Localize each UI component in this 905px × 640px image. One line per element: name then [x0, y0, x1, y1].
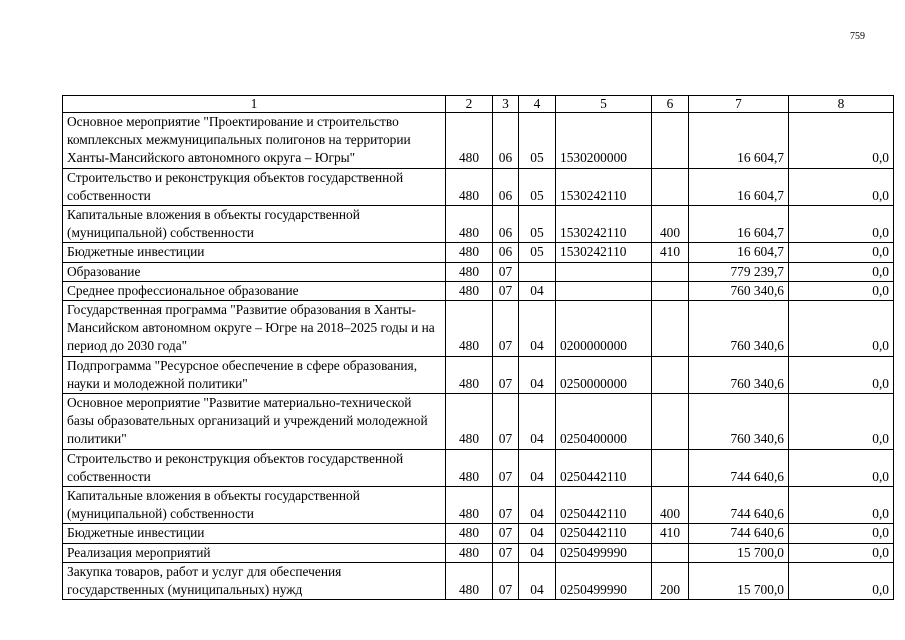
- row-name-cell: Строительство и реконструкция объектов государственной собственности: [63, 168, 446, 205]
- table-row: [63, 243, 894, 262]
- expense-type-cell: [652, 113, 689, 169]
- table-body: [63, 113, 894, 600]
- expense-type-cell: [652, 301, 689, 357]
- amount-cell: 16 604,7: [689, 243, 789, 262]
- expense-type-cell: [652, 168, 689, 205]
- amount-cell: 744 640,6: [689, 487, 789, 524]
- admin-code-cell: 480: [446, 168, 493, 205]
- table-row: [63, 543, 894, 562]
- subsection-code-cell: 05: [519, 168, 556, 205]
- admin-code-cell: 480: [446, 301, 493, 357]
- amount-cell: 15 700,0: [689, 543, 789, 562]
- target-article-cell: 0250499990: [556, 543, 652, 562]
- section-code-cell: 06: [493, 168, 519, 205]
- target-article-cell: [556, 281, 652, 300]
- table-row: [63, 562, 894, 599]
- expense-type-cell: 400: [652, 487, 689, 524]
- row-name-cell: Реализация мероприятий: [63, 543, 446, 562]
- expense-type-cell: [652, 449, 689, 486]
- subsection-code-cell: 04: [519, 543, 556, 562]
- admin-code-cell: 480: [446, 543, 493, 562]
- amount-cell-2: 0,0: [789, 449, 894, 486]
- target-article-cell: 0250442110: [556, 487, 652, 524]
- subsection-code-cell: [519, 262, 556, 281]
- column-header: 8: [789, 96, 894, 113]
- section-code-cell: 07: [493, 524, 519, 543]
- section-code-cell: 07: [493, 301, 519, 357]
- row-name-cell: Образование: [63, 262, 446, 281]
- amount-cell-2: 0,0: [789, 113, 894, 169]
- table-row: [63, 281, 894, 300]
- section-code-cell: 07: [493, 262, 519, 281]
- table-row: [63, 113, 894, 169]
- subsection-code-cell: 05: [519, 243, 556, 262]
- amount-cell-2: 0,0: [789, 394, 894, 450]
- table-row: [63, 356, 894, 393]
- admin-code-cell: 480: [446, 356, 493, 393]
- column-header: 3: [493, 96, 519, 113]
- amount-cell-2: 0,0: [789, 281, 894, 300]
- table-row: [63, 394, 894, 450]
- admin-code-cell: 480: [446, 113, 493, 169]
- row-name-cell: Подпрограмма "Ресурсное обеспечение в сфере образования, науки и молодежной политики": [63, 356, 446, 393]
- expense-type-cell: [652, 262, 689, 281]
- row-name-cell: Бюджетные инвестиции: [63, 524, 446, 543]
- expense-type-cell: 400: [652, 206, 689, 243]
- admin-code-cell: 480: [446, 524, 493, 543]
- column-header: 5: [556, 96, 652, 113]
- subsection-code-cell: 05: [519, 113, 556, 169]
- section-code-cell: 07: [493, 487, 519, 524]
- page-number: 759: [850, 31, 865, 42]
- table-row: [63, 168, 894, 205]
- expense-type-cell: 410: [652, 243, 689, 262]
- table-row: [63, 524, 894, 543]
- table-row: [63, 301, 894, 357]
- subsection-code-cell: 04: [519, 356, 556, 393]
- admin-code-cell: 480: [446, 394, 493, 450]
- row-name-cell: Основное мероприятие "Проектирование и строительство комплексных межмуниципальных полигонов на территории Ханты-Мансийского автономного округа – Югры": [63, 113, 446, 169]
- target-article-cell: 0250499990: [556, 562, 652, 599]
- section-code-cell: 07: [493, 449, 519, 486]
- row-name-cell: Основное мероприятие "Развитие материально-технической базы образовательных организаций и учреждений молодежной политики": [63, 394, 446, 450]
- budget-table: [62, 95, 894, 600]
- section-code-cell: 06: [493, 243, 519, 262]
- section-code-cell: 07: [493, 394, 519, 450]
- target-article-cell: 1530242110: [556, 206, 652, 243]
- subsection-code-cell: 04: [519, 394, 556, 450]
- amount-cell-2: 0,0: [789, 262, 894, 281]
- subsection-code-cell: 04: [519, 449, 556, 486]
- amount-cell-2: 0,0: [789, 524, 894, 543]
- section-code-cell: 06: [493, 206, 519, 243]
- admin-code-cell: 480: [446, 449, 493, 486]
- table-row: [63, 487, 894, 524]
- amount-cell: 15 700,0: [689, 562, 789, 599]
- row-name-cell: Закупка товаров, работ и услуг для обеспечения государственных (муниципальных) нужд: [63, 562, 446, 599]
- amount-cell: 744 640,6: [689, 524, 789, 543]
- amount-cell: 16 604,7: [689, 168, 789, 205]
- target-article-cell: [556, 262, 652, 281]
- subsection-code-cell: 05: [519, 206, 556, 243]
- column-header: 7: [689, 96, 789, 113]
- expense-type-cell: [652, 281, 689, 300]
- subsection-code-cell: 04: [519, 281, 556, 300]
- amount-cell: 760 340,6: [689, 301, 789, 357]
- section-code-cell: 07: [493, 281, 519, 300]
- admin-code-cell: 480: [446, 562, 493, 599]
- column-header: 2: [446, 96, 493, 113]
- target-article-cell: 0250000000: [556, 356, 652, 393]
- amount-cell: 760 340,6: [689, 281, 789, 300]
- amount-cell-2: 0,0: [789, 301, 894, 357]
- target-article-cell: 1530242110: [556, 243, 652, 262]
- expense-type-cell: [652, 394, 689, 450]
- target-article-cell: 0250400000: [556, 394, 652, 450]
- target-article-cell: 0200000000: [556, 301, 652, 357]
- admin-code-cell: 480: [446, 262, 493, 281]
- section-code-cell: 07: [493, 543, 519, 562]
- row-name-cell: Бюджетные инвестиции: [63, 243, 446, 262]
- row-name-cell: Капитальные вложения в объекты государственной (муниципальной) собственности: [63, 487, 446, 524]
- amount-cell: 16 604,7: [689, 113, 789, 169]
- amount-cell: 779 239,7: [689, 262, 789, 281]
- amount-cell-2: 0,0: [789, 356, 894, 393]
- column-header: 1: [63, 96, 446, 113]
- subsection-code-cell: 04: [519, 301, 556, 357]
- row-name-cell: Строительство и реконструкция объектов государственной собственности: [63, 449, 446, 486]
- amount-cell: 760 340,6: [689, 394, 789, 450]
- amount-cell-2: 0,0: [789, 206, 894, 243]
- amount-cell-2: 0,0: [789, 243, 894, 262]
- admin-code-cell: 480: [446, 243, 493, 262]
- target-article-cell: 0250442110: [556, 449, 652, 486]
- column-header: 4: [519, 96, 556, 113]
- target-article-cell: 1530200000: [556, 113, 652, 169]
- section-code-cell: 06: [493, 113, 519, 169]
- expense-type-cell: 410: [652, 524, 689, 543]
- expense-type-cell: [652, 543, 689, 562]
- amount-cell-2: 0,0: [789, 168, 894, 205]
- subsection-code-cell: 04: [519, 562, 556, 599]
- row-name-cell: Государственная программа "Развитие образования в Ханты-Мансийском автономном округе – Югре на 2018–2025 годы и на период до 2030 года": [63, 301, 446, 357]
- header-row: [63, 96, 894, 113]
- subsection-code-cell: 04: [519, 487, 556, 524]
- expense-type-cell: [652, 356, 689, 393]
- admin-code-cell: 480: [446, 487, 493, 524]
- row-name-cell: Среднее профессиональное образование: [63, 281, 446, 300]
- subsection-code-cell: 04: [519, 524, 556, 543]
- admin-code-cell: 480: [446, 206, 493, 243]
- row-name-cell: Капитальные вложения в объекты государственной (муниципальной) собственности: [63, 206, 446, 243]
- table-row: [63, 206, 894, 243]
- amount-cell: 16 604,7: [689, 206, 789, 243]
- table-row: [63, 262, 894, 281]
- target-article-cell: 0250442110: [556, 524, 652, 543]
- amount-cell: 760 340,6: [689, 356, 789, 393]
- expense-type-cell: 200: [652, 562, 689, 599]
- amount-cell-2: 0,0: [789, 487, 894, 524]
- table-row: [63, 449, 894, 486]
- target-article-cell: 1530242110: [556, 168, 652, 205]
- column-header: 6: [652, 96, 689, 113]
- amount-cell-2: 0,0: [789, 543, 894, 562]
- amount-cell: 744 640,6: [689, 449, 789, 486]
- section-code-cell: 07: [493, 356, 519, 393]
- amount-cell-2: 0,0: [789, 562, 894, 599]
- section-code-cell: 07: [493, 562, 519, 599]
- admin-code-cell: 480: [446, 281, 493, 300]
